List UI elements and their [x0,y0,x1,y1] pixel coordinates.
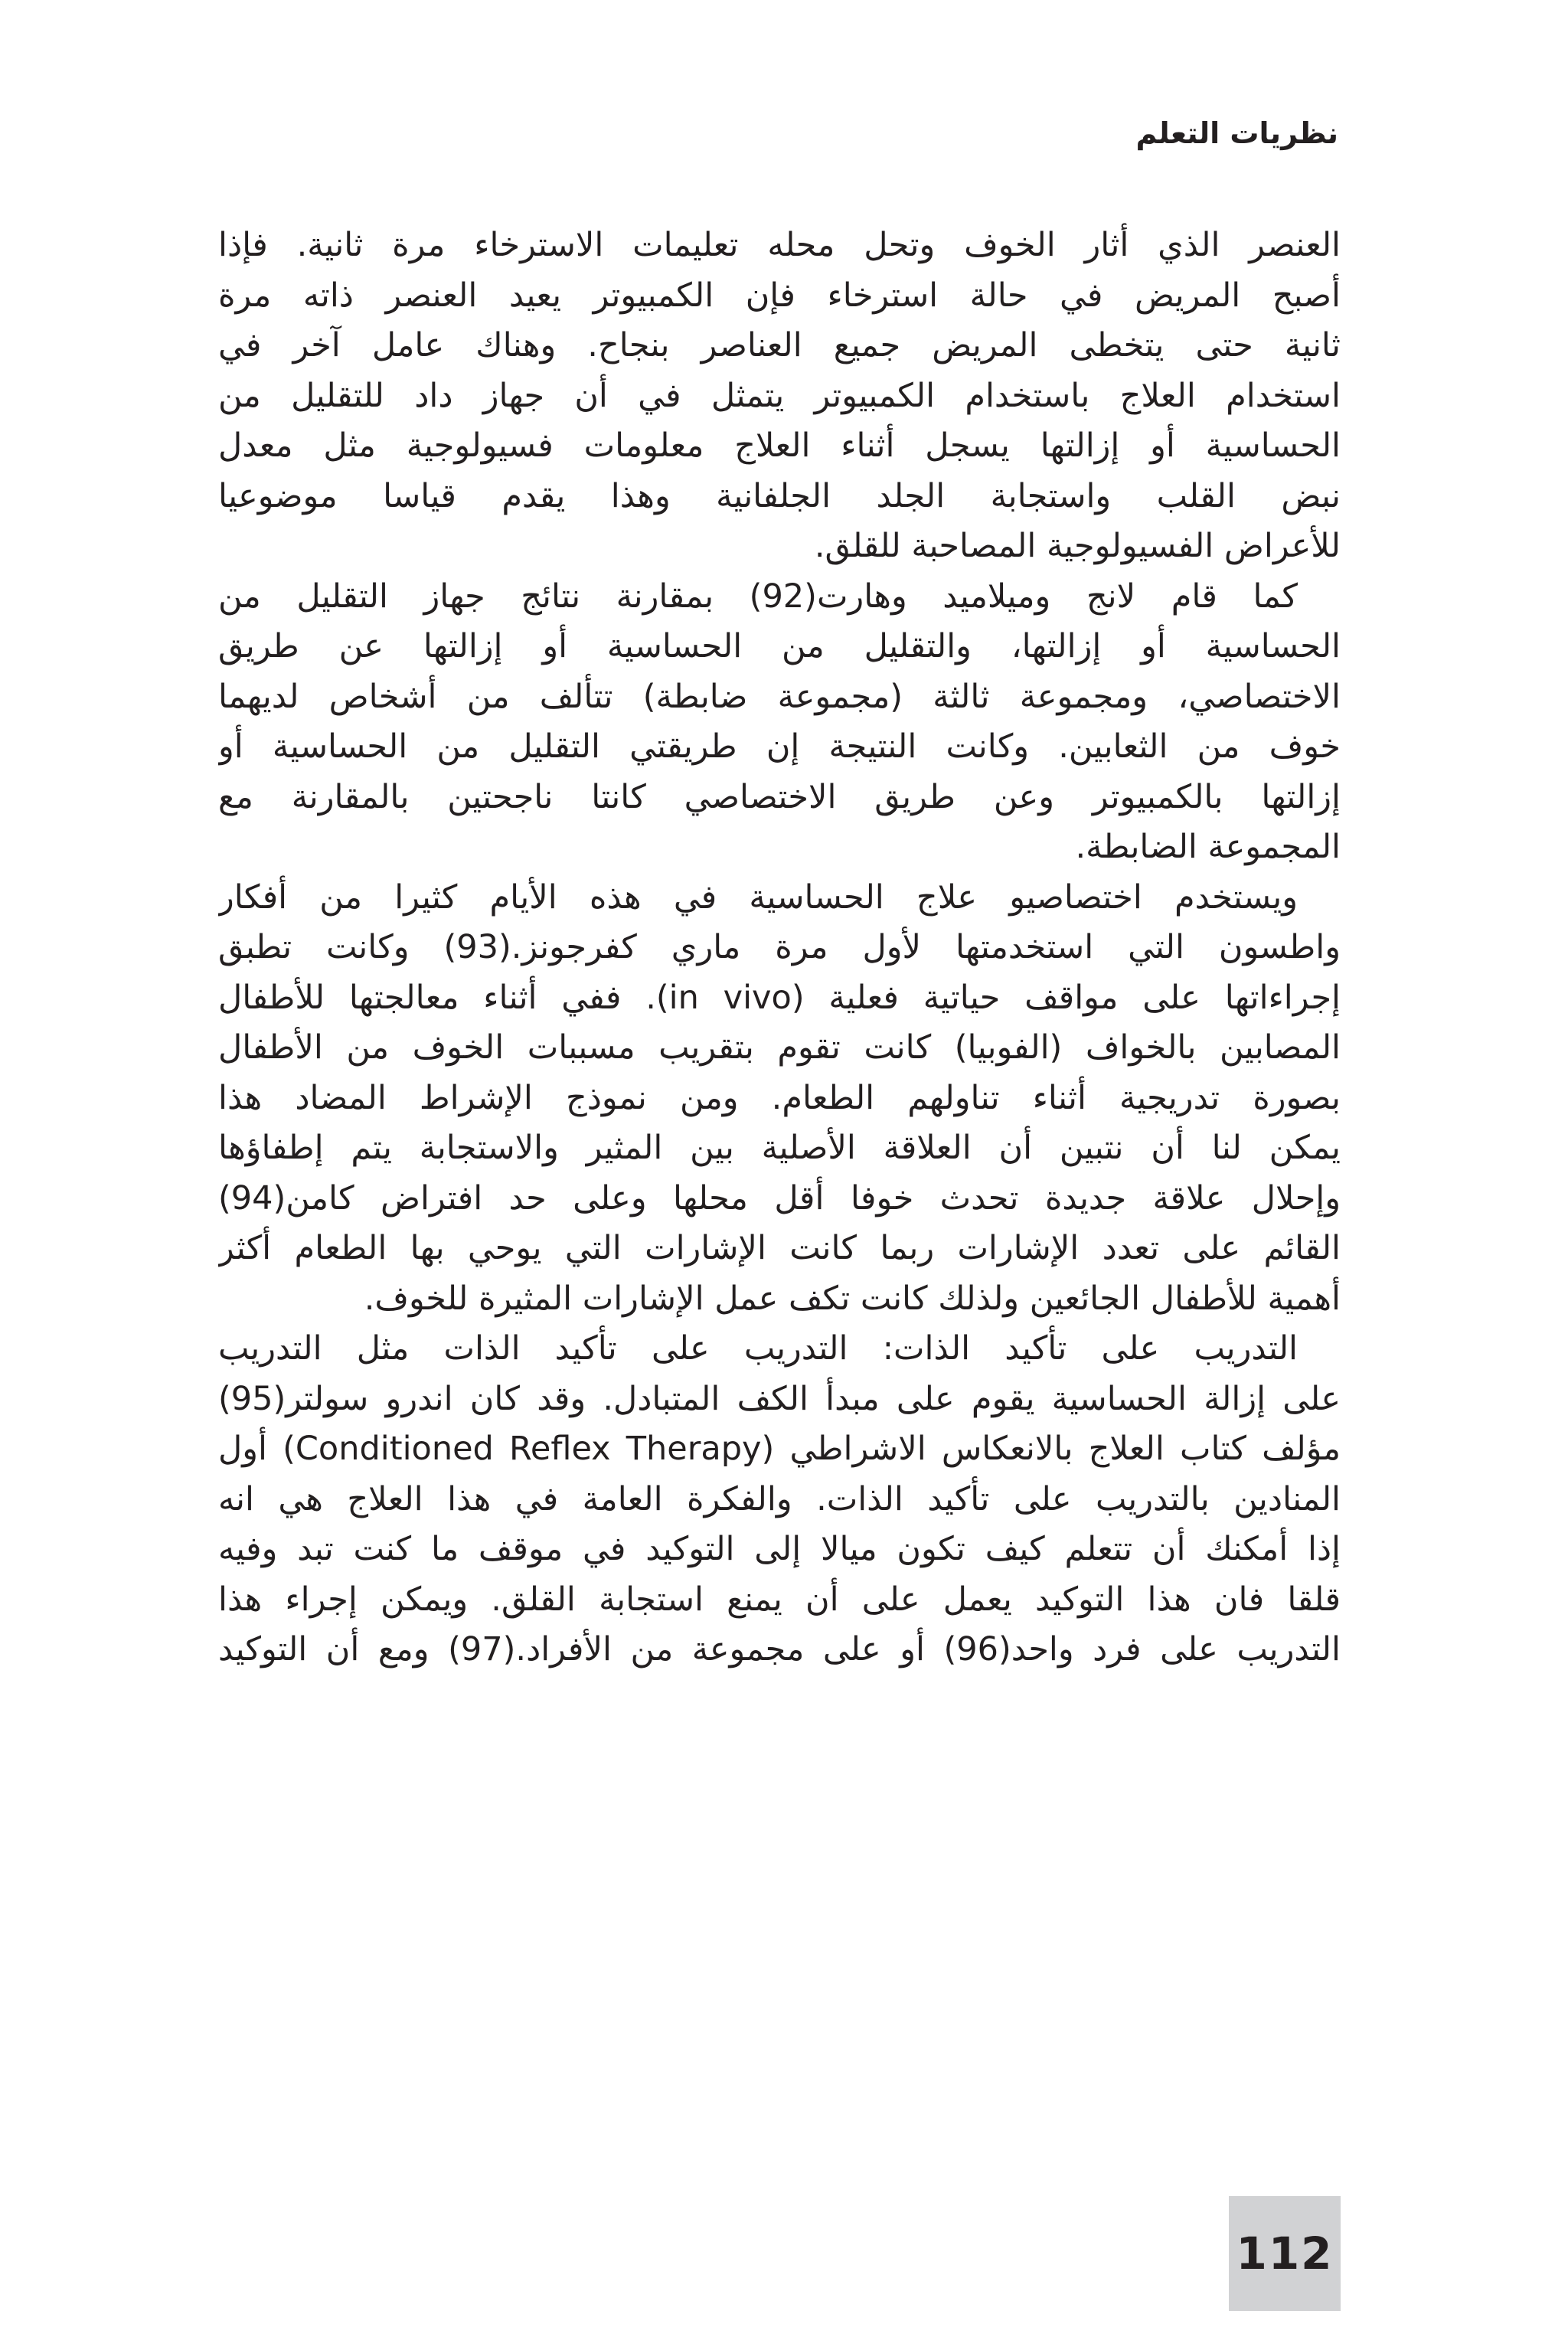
text-line: الاختصاصي، ومجموعة ثالثة (مجموعة ضابطة) تتألف من أشخاص لديهما [218,677,1341,716]
text-line: وإحلال علاقة جديدة تحدث خوفا أقل محلها وعلى حد افتراض كامن(94) [218,1178,1341,1217]
text-line: واطسون التي استخدمتها لأول مرة ماري كفرجونز.(93) وكانت تطبق [218,928,1341,966]
text-line: يمكن لنا أن نتبين أن العلاقة الأصلية بين المثير والاستجابة يتم إطفاؤها [218,1129,1341,1167]
text-line: نبض القلب واستجابة الجلد الجلفانية وهذا يقدم قياسا موضوعيا [218,476,1341,515]
text-line: أهمية للأطفال الجائعين ولذلك كانت تكف عمل الإشارات المثيرة للخوف. [364,1279,1341,1318]
text-line: ثانية حتى يتخطى المريض جميع العناصر بنجاح. وهناك عامل آخر في [218,326,1341,364]
text-line: بصورة تدريجية أثناء تناولهم الطعام. ومن نموذج الإشراط المضاد هذا [218,1078,1341,1117]
text-line: التدريب على تأكيد الذات: التدريب على تأكيد الذات مثل التدريب [218,1329,1298,1368]
text-line: قلقا فان هذا التوكيد يعمل على أن يمنع استجابة القلق. ويمكن إجراء هذا [218,1580,1341,1619]
text-line: الحساسية أو إزالتها يسجل أثناء العلاج معلومات فسيولوجية مثل معدل [218,427,1341,465]
text-line: المنادين بالتدريب على تأكيد الذات. والفكرة العامة في هذا العلاج هي انه [218,1479,1341,1518]
text-line: إجراءاتها على مواقف حياتية فعلية (in vivo). ففي أثناء معالجتها للأطفال [218,978,1341,1017]
text-line: للأعراض الفسيولوجية المصاحبة للقلق. [814,527,1341,565]
text-line: إذا أمكنك أن تتعلم كيف تكون ميالا إلى التوكيد في موقف ما كنت تبد وفيه [218,1530,1341,1568]
text-line: مؤلف كتاب العلاج بالانعكاس الاشراطي (Conditioned Reflex Therapy) أول [218,1430,1341,1468]
text-line: القائم على تعدد الإشارات ربما كانت الإشارات التي يوحي بها الطعام أكثر [218,1229,1341,1267]
page-number: 112 [1236,2227,1334,2280]
text-line: استخدام العلاج باستخدام الكمبيوتر يتمثل في أن جهاز داد للتقليل من [218,376,1341,415]
text-line: أصبح المريض في حالة استرخاء فإن الكمبيوتر يعيد العنصر ذاته مرة [218,276,1341,315]
text-line: على إزالة الحساسية يقوم على مبدأ الكف المتبادل. وقد كان اندرو سولتر(95) [218,1379,1341,1418]
text-line: المصابين بالخواف (الفوبيا) كانت تقوم بتقريب مسببات الخوف من الأطفال [218,1028,1341,1067]
text-line: خوف من الثعابين. وكانت النتيجة إن طريقتي التقليل من الحساسية أو [218,727,1341,766]
text-line: العنصر الذي أثار الخوف وتحل محله تعليمات الاسترخاء مرة ثانية. فإذا [218,226,1341,264]
text-line: ويستخدم اختصاصيو علاج الحساسية في هذه الأيام كثيرا من أفكار [218,878,1298,917]
text-line: التدريب على فرد واحد(96) أو على مجموعة من الأفراد.(97) ومع أن التوكيد [218,1630,1341,1669]
body-text [218,221,1341,1675]
page-number-box [1229,2196,1341,2311]
text-line: المجموعة الضابطة. [1075,828,1341,866]
running-header: نظريات التعلم [1135,116,1338,150]
text-line: كما قام لانج وميلاميد وهارت(92) بمقارنة نتائج جهاز التقليل من [218,577,1298,616]
text-line: الحساسية أو إزالتها، والتقليل من الحساسية أو إزالتها عن طريق [218,627,1341,665]
text-line: إزالتها بالكمبيوتر وعن طريق الاختصاصي كانتا ناجحتين بالمقارنة مع [218,777,1341,816]
